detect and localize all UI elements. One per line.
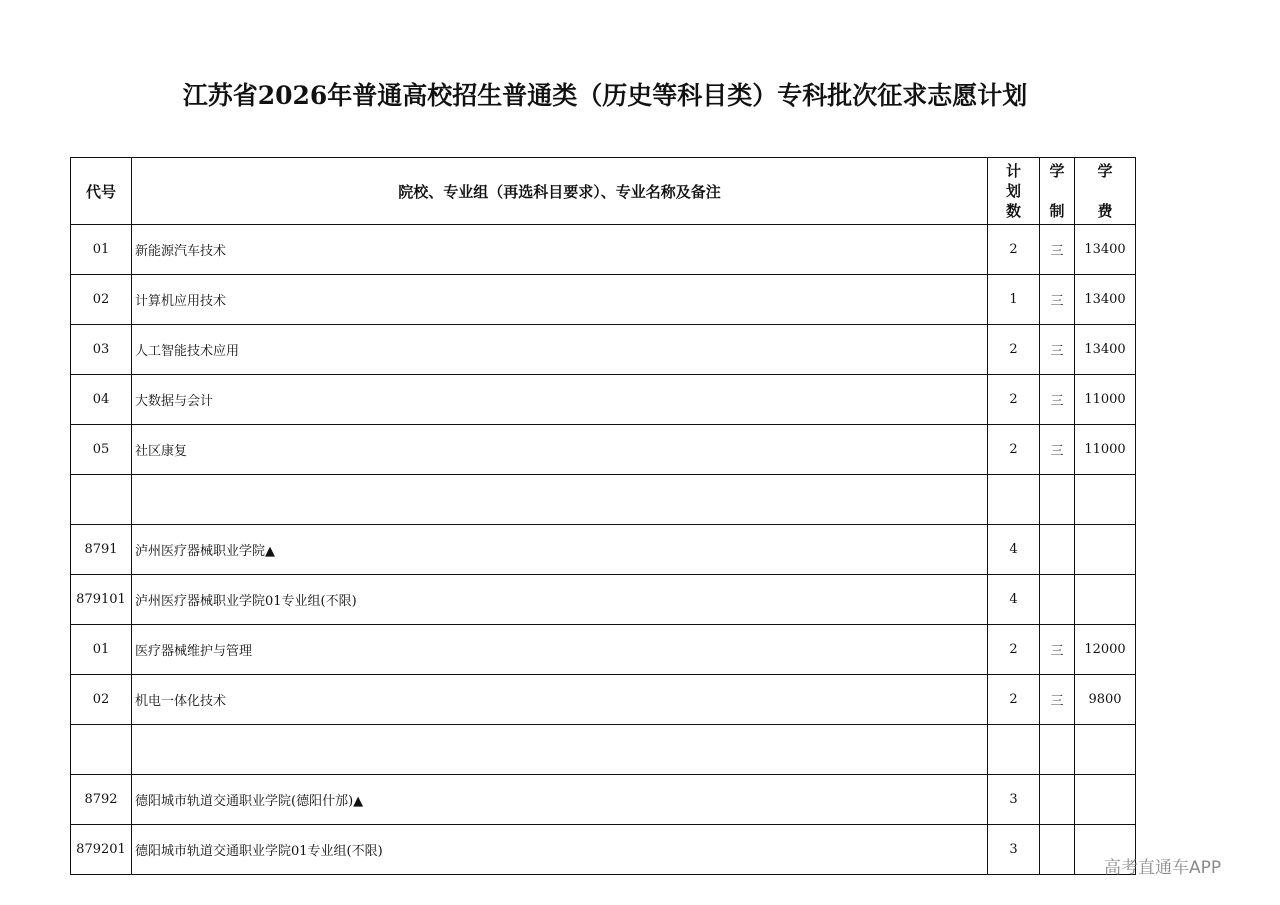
header-fee-char: 费 [1097, 202, 1113, 220]
cell-fee: 12000 [1075, 625, 1136, 675]
cell-plan: 2 [988, 325, 1040, 375]
cell-plan: 2 [988, 425, 1040, 475]
cell-name: 德阳城市轨道交通职业学院01专业组(不限) [132, 825, 988, 875]
cell-years [1040, 775, 1075, 825]
cell-fee: 13400 [1075, 225, 1136, 275]
cell-fee [1075, 475, 1136, 525]
cell-name: 计算机应用技术 [132, 275, 988, 325]
cell-plan: 2 [988, 375, 1040, 425]
cell-years [1040, 525, 1075, 575]
header-fee-char: 学 [1097, 162, 1113, 180]
cell-years [1040, 475, 1075, 525]
header-plan-char: 划 [1005, 182, 1021, 200]
cell-plan: 2 [988, 675, 1040, 725]
cell-code [71, 475, 132, 525]
cell-plan [988, 725, 1040, 775]
cell-name: 社区康复 [132, 425, 988, 475]
cell-code: 01 [71, 225, 132, 275]
table-row [71, 525, 1136, 575]
cell-years [1040, 575, 1075, 625]
table-row [71, 825, 1136, 875]
cell-code: 8792 [71, 775, 132, 825]
cell-years [1040, 825, 1075, 875]
header-years-char: 学 [1049, 162, 1065, 180]
cell-fee [1075, 575, 1136, 625]
cell-code: 01 [71, 625, 132, 675]
table-row [71, 275, 1136, 325]
cell-name [132, 725, 988, 775]
header-plan-char: 数 [1005, 202, 1021, 220]
table-row [71, 575, 1136, 625]
header-name: 院校、专业组（再选科目要求）、专业名称及备注 [132, 158, 988, 225]
header-plan [988, 158, 1040, 225]
header-years-char: 制 [1049, 202, 1065, 220]
table-row [71, 375, 1136, 425]
cell-fee [1075, 525, 1136, 575]
table-row [71, 225, 1136, 275]
cell-fee: 13400 [1075, 325, 1136, 375]
cell-code: 05 [71, 425, 132, 475]
cell-years: 三 [1040, 625, 1075, 675]
table-row [71, 425, 1136, 475]
cell-years: 三 [1040, 325, 1075, 375]
table-row [71, 725, 1136, 775]
cell-name: 新能源汽车技术 [132, 225, 988, 275]
cell-fee: 11000 [1075, 375, 1136, 425]
cell-fee [1075, 775, 1136, 825]
cell-code: 02 [71, 675, 132, 725]
cell-years: 三 [1040, 275, 1075, 325]
cell-code: 879101 [71, 575, 132, 625]
cell-name: 泸州医疗器械职业学院01专业组(不限) [132, 575, 988, 625]
cell-fee [1075, 725, 1136, 775]
cell-plan: 3 [988, 775, 1040, 825]
table-row [71, 325, 1136, 375]
cell-plan [988, 475, 1040, 525]
table-row [71, 625, 1136, 675]
cell-code: 03 [71, 325, 132, 375]
cell-name: 泸州医疗器械职业学院▲ [132, 525, 988, 575]
enrollment-plan-table [70, 157, 1136, 875]
cell-fee: 9800 [1075, 675, 1136, 725]
cell-code: 879201 [71, 825, 132, 875]
header-years [1040, 158, 1075, 225]
cell-name: 人工智能技术应用 [132, 325, 988, 375]
cell-code: 02 [71, 275, 132, 325]
cell-plan: 4 [988, 525, 1040, 575]
header-fee [1075, 158, 1136, 225]
cell-plan: 2 [988, 225, 1040, 275]
header-plan-char: 计 [1005, 162, 1021, 180]
cell-code: 8791 [71, 525, 132, 575]
cell-years: 三 [1040, 675, 1075, 725]
cell-years [1040, 725, 1075, 775]
cell-name: 德阳城市轨道交通职业学院(德阳什邡)▲ [132, 775, 988, 825]
cell-name [132, 475, 988, 525]
cell-plan: 3 [988, 825, 1040, 875]
watermark: 高考直通车APP [1104, 858, 1222, 878]
cell-fee: 13400 [1075, 275, 1136, 325]
cell-code [71, 725, 132, 775]
cell-plan: 1 [988, 275, 1040, 325]
cell-plan: 4 [988, 575, 1040, 625]
table-row [71, 775, 1136, 825]
table-header-row [71, 158, 1136, 225]
header-code: 代号 [71, 158, 132, 225]
cell-name: 医疗器械维护与管理 [132, 625, 988, 675]
page-title: 江苏省2026年普通高校招生普通类（历史等科目类）专科批次征求志愿计划 [182, 81, 1028, 110]
table-row [71, 475, 1136, 525]
cell-name: 机电一体化技术 [132, 675, 988, 725]
cell-years: 三 [1040, 375, 1075, 425]
cell-plan: 2 [988, 625, 1040, 675]
table-row [71, 675, 1136, 725]
cell-fee: 11000 [1075, 425, 1136, 475]
cell-years: 三 [1040, 225, 1075, 275]
cell-code: 04 [71, 375, 132, 425]
cell-name: 大数据与会计 [132, 375, 988, 425]
cell-years: 三 [1040, 425, 1075, 475]
